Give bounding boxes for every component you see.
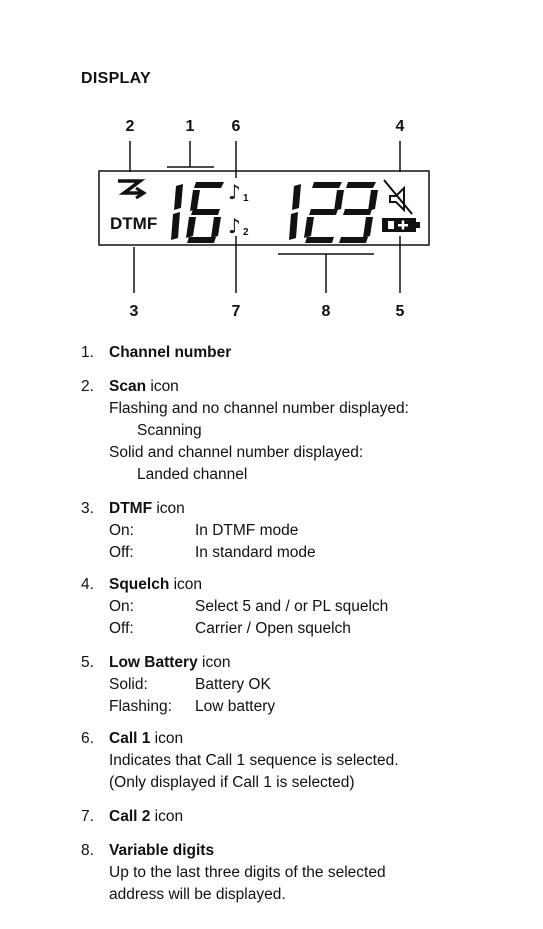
- item-pair: Off: Carrier / Open squelch: [109, 620, 351, 637]
- item-number: 3.: [81, 500, 94, 517]
- callout-7: 7: [231, 303, 241, 320]
- item-text: (Only displayed if Call 1 is selected): [109, 774, 355, 791]
- item-pair: Flashing: Low battery: [109, 698, 276, 715]
- item-text: Landed channel: [137, 466, 248, 483]
- item-number: 6.: [81, 730, 94, 747]
- callout-6: 6: [231, 118, 241, 135]
- lcd-diagram: [0, 0, 543, 330]
- section-heading: DISPLAY: [81, 70, 151, 87]
- item-title: DTMF icon: [109, 500, 185, 517]
- svg-text:2: 2: [243, 227, 249, 238]
- item-text: Flashing and no channel number displayed:: [109, 400, 409, 417]
- item-pair: On: Select 5 and / or PL squelch: [109, 598, 389, 615]
- item-title: Call 2 icon: [109, 808, 184, 825]
- variable-digit-3: [339, 182, 378, 243]
- item-title: Call 1 icon: [109, 730, 184, 747]
- svg-text:♪: ♪: [228, 180, 241, 204]
- callout-1: 1: [185, 118, 195, 135]
- speaker-muted-icon: [384, 180, 412, 214]
- item-number: 8.: [81, 842, 94, 859]
- svg-text:♪: ♪: [228, 214, 241, 238]
- battery-icon: [382, 218, 420, 232]
- channel-digit-1: [171, 184, 183, 240]
- item-number: 4.: [81, 576, 94, 593]
- call-2-icon: [228, 214, 249, 238]
- item-pair: Solid: Battery OK: [109, 676, 271, 693]
- item-number: 7.: [81, 808, 94, 825]
- callout-3: 3: [129, 303, 139, 320]
- callout-2: 2: [125, 118, 135, 135]
- item-text: address will be displayed.: [109, 886, 286, 903]
- item-text: Indicates that Call 1 sequence is selected.: [109, 752, 399, 769]
- call-1-icon: [228, 180, 249, 204]
- lcd-frame: [99, 171, 429, 245]
- item-number: 2.: [81, 378, 94, 395]
- dtmf-indicator: DTMF: [110, 214, 158, 233]
- variable-digit-2: [304, 182, 344, 243]
- item-text: Up to the last three digits of the selected: [109, 864, 386, 881]
- item-title: Squelch icon: [109, 576, 203, 593]
- item-number: 5.: [81, 654, 94, 671]
- channel-digit-6: [186, 182, 224, 243]
- variable-digit-1: [289, 184, 301, 240]
- item-number: 1.: [81, 344, 94, 361]
- item-text: Solid and channel number displayed:: [109, 444, 364, 461]
- item-text: Scanning: [137, 422, 202, 439]
- callout-8: 8: [321, 303, 331, 320]
- callout-5: 5: [395, 303, 405, 320]
- item-pair: On: In DTMF mode: [109, 522, 299, 539]
- svg-text:1: 1: [243, 193, 249, 204]
- item-title: Low Battery icon: [109, 654, 231, 671]
- callout-4: 4: [395, 118, 405, 135]
- item-title: Variable digits: [109, 842, 215, 859]
- scan-icon: [118, 181, 144, 198]
- item-pair: Off: In standard mode: [109, 544, 316, 561]
- item-title: Channel number: [109, 344, 232, 361]
- item-title: Scan icon: [109, 378, 179, 395]
